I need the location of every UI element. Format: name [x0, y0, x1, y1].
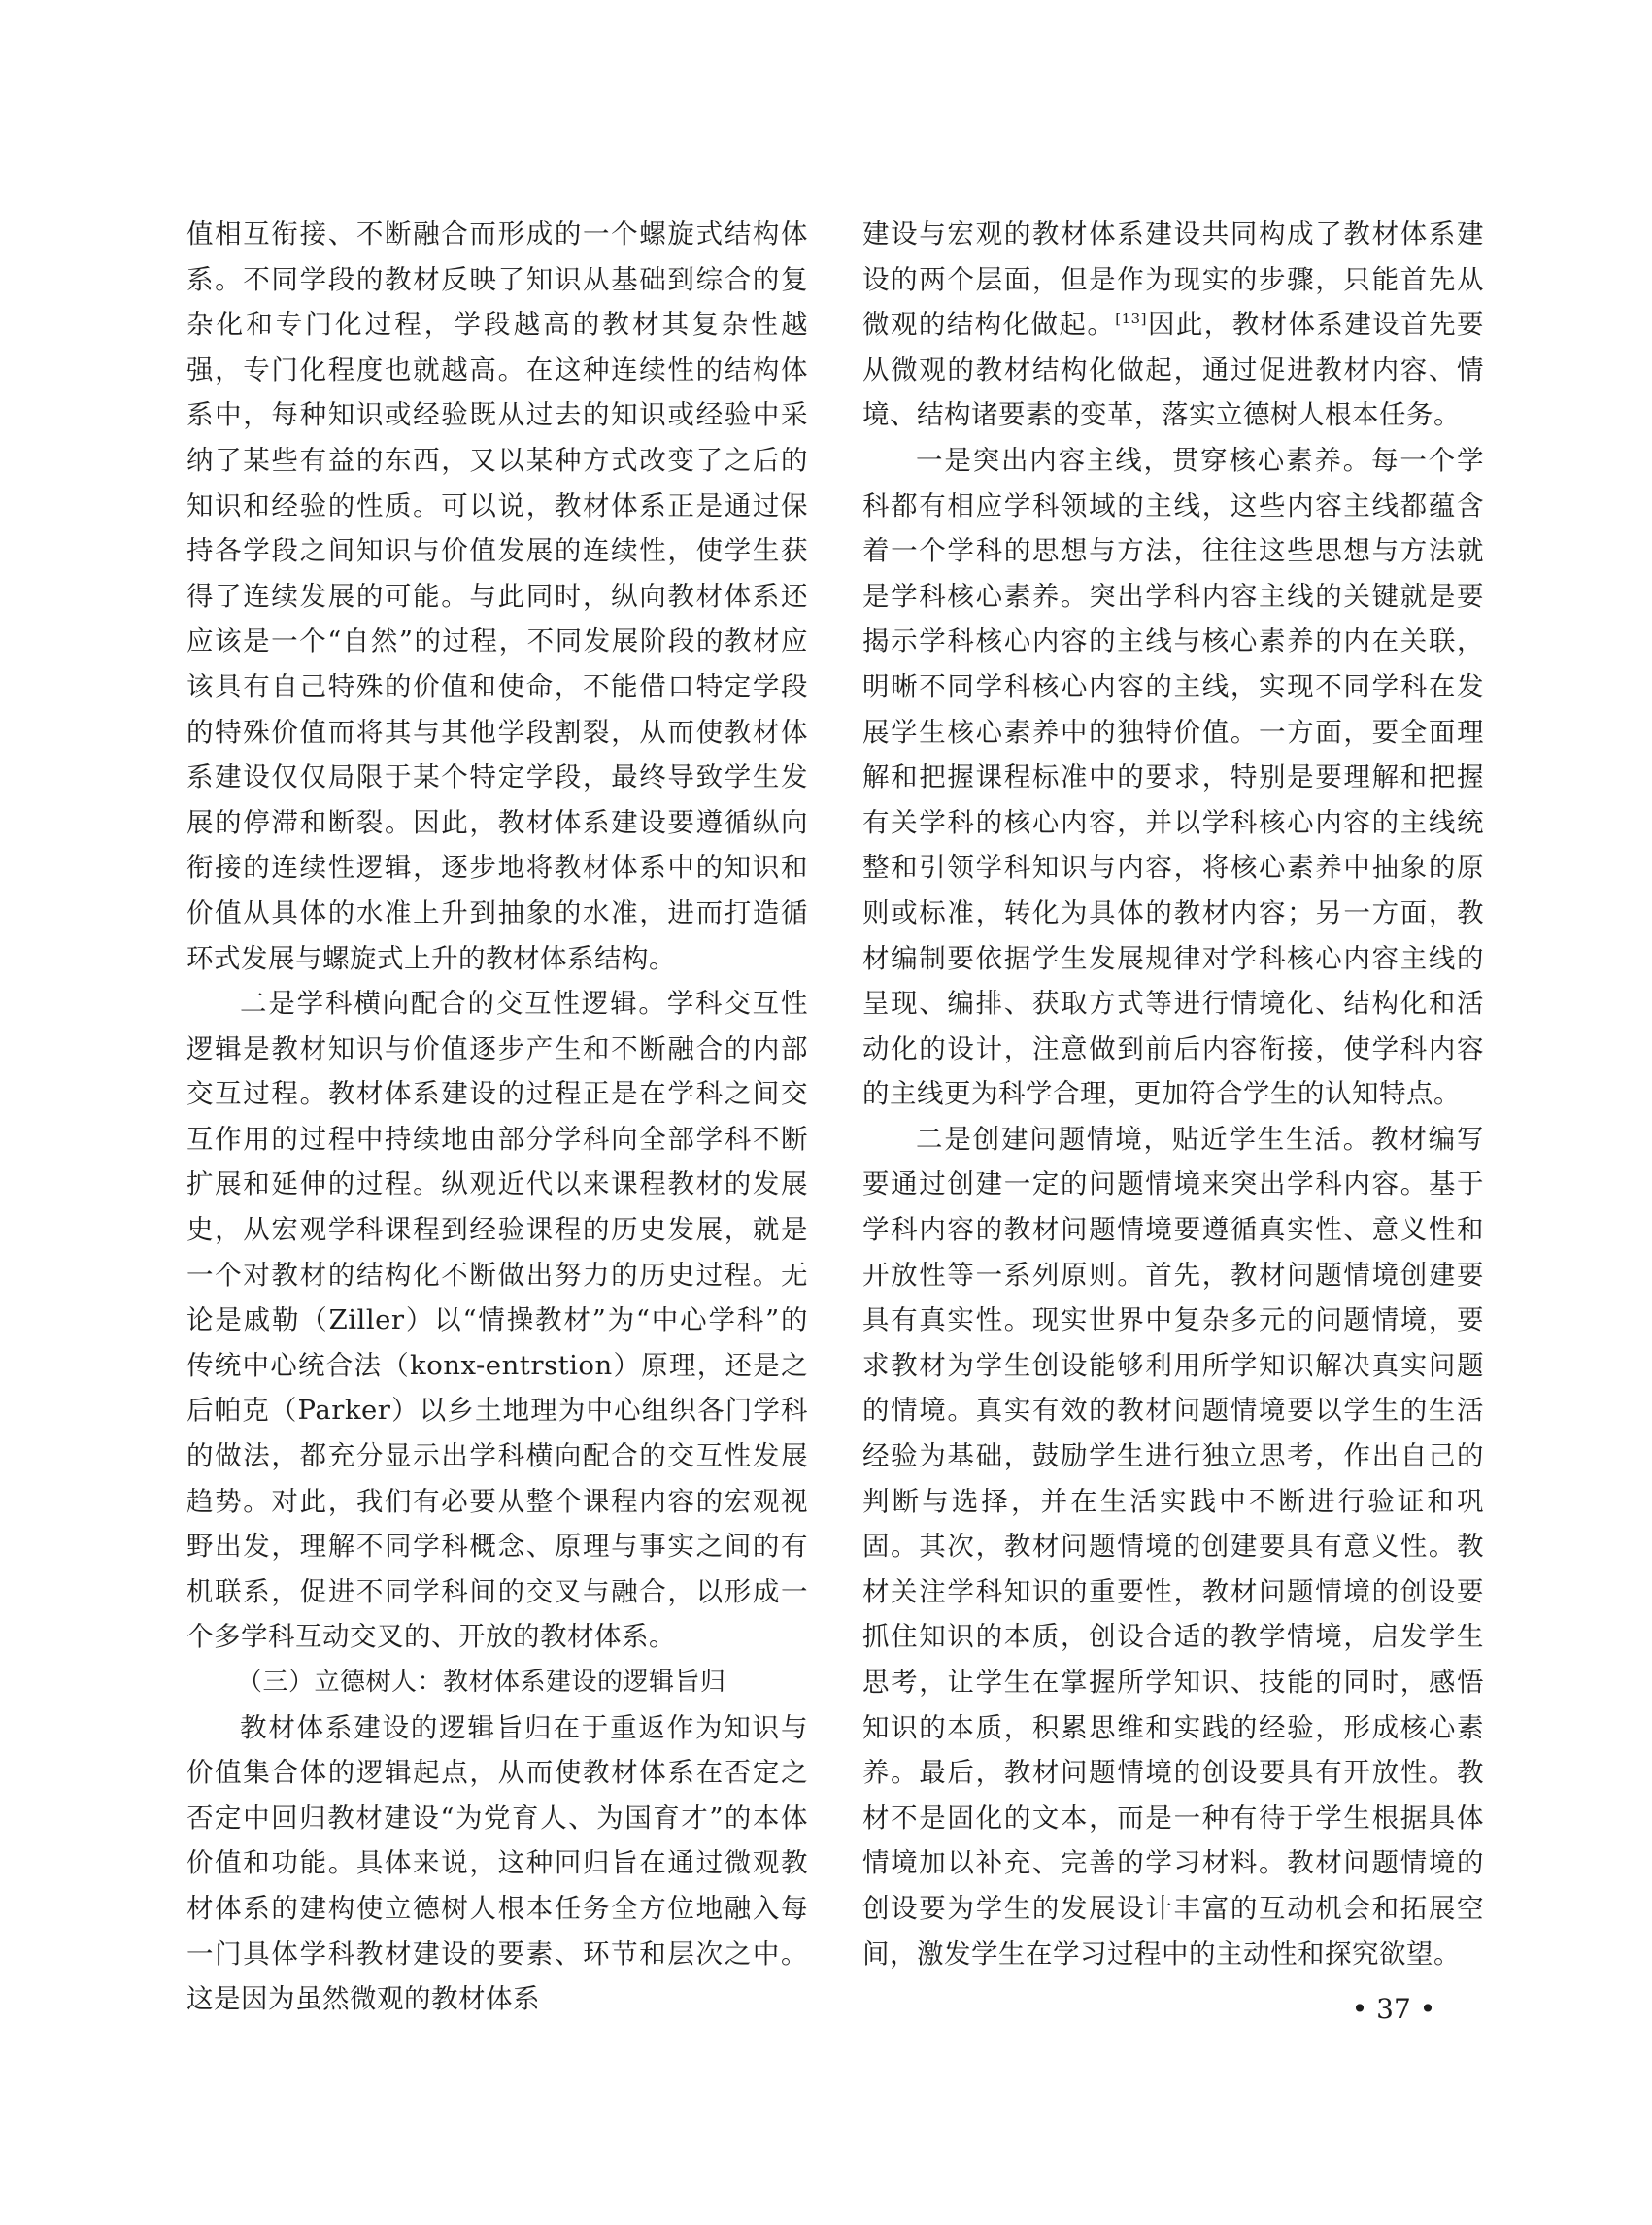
right-column [862, 212, 1484, 1976]
citation-reference[interactable]: [13] [1115, 310, 1148, 328]
page-number: • 37 • [1351, 1993, 1436, 2025]
body-paragraph: 教材体系建设的逻辑旨归在于重返作为知识与价值集合体的逻辑起点，从而使教材体系在否定之否定中回归教材建设“为党育人、为国育才”的本体价值和功能。具体来说，这种回归旨在通过微观教材体系的建构使立德树人根本任务全方位地融入每一门具体学科教材建设的要素、环节和层次之中。这是因为虽然微观的教材体系 [186, 1711, 808, 2015]
body-paragraph-continued: 值相互衔接、不断融合而形成的一个螺旋式结构体系。不同学段的教材反映了知识从基础到综合的复杂化和专门化过程，学段越高的教材其复杂性越强，专门化程度也就越高。在这种连续性的结构体系中，每种知识或经验既从过去的知识或经验中采纳了某些有益的东西，又以某种方式改变了之后的知识和经验的性质。可以说，教材体系正是通过保持各学段之间知识与价值发展的连续性，使学生获得了连续发展的可能。与此同时，纵向教材体系还应该是一个“自然”的过程，不同发展阶段的教材应该具有自己特殊的价值和使命，不能借口特定学段的特殊价值而将其与其他学段割裂，从而使教材体系建设仅仅局限于某个特定学段，最终导致学生发展的停滞和断裂。因此，教材体系建设要遵循纵向衔接的连续性逻辑，逐步地将教材体系中的知识和价值从具体的水准上升到抽象的水准，进而打造循环式发展与螺旋式上升的教材体系结构。 [186, 219, 808, 974]
body-paragraph: 一是突出内容主线，贯穿核心素养。每一个学科都有相应学科领域的主线，这些内容主线都蕴含着一个学科的思想与方法，往往这些思想与方法就是学科核心素养。突出学科内容主线的关键就是要揭示学科核心内容的主线与核心素养的内在关联，明晰不同学科核心内容的主线，实现不同学科在发展学生核心素养中的独特价值。一方面，要全面理解和把握课程标准中的要求，特别是要理解和把握有关学科的核心内容，并以学科核心内容的主线统整和引领学科知识与内容，将核心素养中抽象的原则或标准，转化为具体的教材内容；另一方面，教材编制要依据学生发展规律对学科核心内容主线的呈现、编排、获取方式等进行情境化、结构化和活动化的设计，注意做到前后内容衔接，使学科内容的主线更为科学合理，更加符合学生的认知特点。 [862, 444, 1484, 1110]
body-paragraph: 二是学科横向配合的交互性逻辑。学科交互性逻辑是教材知识与价值逐步产生和不断融合的内部交互过程。教材体系建设的过程正是在学科之间交互作用的过程中持续地由部分学科向全部学科不断扩展和延伸的过程。纵观近代以来课程教材的发展史，从宏观学科课程到经验课程的历史发展，就是一个对教材的结构化不断做出努力的历史过程。无论是戚勒（Ziller）以“情操教材”为“中心学科”的传统中心统合法（konx-entrstion）原理，还是之后帕克（Parker）以乡土地理为中心组织各门学科的做法，都充分显示出学科横向配合的交互性发展趋势。对此，我们有必要从整个课程内容的宏观视野出发，理解不同学科概念、原理与事实之间的有机联系，促进不同学科间的交叉与融合，以形成一个多学科互动交叉的、开放的教材体系。 [186, 988, 808, 1653]
left-column [186, 212, 808, 2022]
paragraph-text: 因此，教材体系建设首先要从微观的教材结构化做起，通过促进教材内容、情境、结构诸要素的变革，落实立德树人根本任务。 [862, 309, 1485, 431]
body-paragraph-continued [862, 212, 1484, 438]
section-heading: （三）立德树人：教材体系建设的逻辑旨归 [237, 1668, 726, 1697]
body-paragraph: 二是创建问题情境，贴近学生生活。教材编写要通过创建一定的问题情境来突出学科内容。基于学科内容的教材问题情境要遵循真实性、意义性和开放性等一系列原则。首先，教材问题情境创建要具有真实性。现实世界中复杂多元的问题情境，要求教材为学生创设能够利用所学知识解决真实问题的情境。真实有效的教材问题情境要以学生的生活经验为基础，鼓励学生进行独立思考，作出自己的判断与选择，并在生活实践中不断进行验证和巩固。其次，教材问题情境的创建要具有意义性。教材关注学科知识的重要性，教材问题情境的创设要抓住知识的本质，创设合适的教学情境，启发学生思考，让学生在掌握所学知识、技能的同时，感悟知识的本质，积累思维和实践的经验，形成核心素养。最后，教材问题情境的创设要具有开放性。教材不是固化的文本，而是一种有待于学生根据具体情境加以补充、完善的学习材料。教材问题情境的创设要为学生的发展设计丰富的互动机会和拓展空间，激发学生在学习过程中的主动性和探究欲望。 [862, 1123, 1484, 1970]
paragraph-text: 建设与宏观的教材体系建设共同构成了教材体系建设的两个层面，但是作为现实的步骤，只能首先从微观的结构化做起。 [862, 219, 1484, 341]
